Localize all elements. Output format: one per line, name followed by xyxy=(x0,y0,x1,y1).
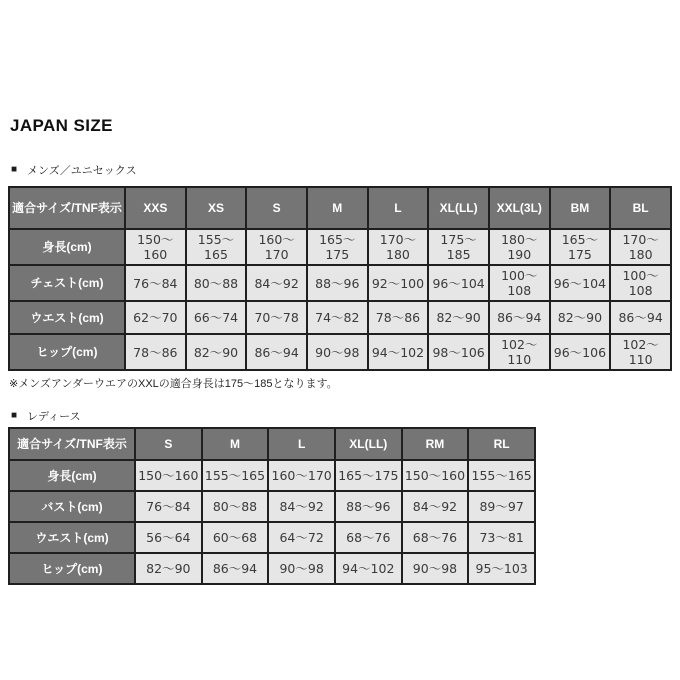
section-mens xyxy=(11,162,137,178)
size-cell: 88〜96 xyxy=(307,265,368,301)
col-header: S xyxy=(135,428,202,460)
col-header: L xyxy=(268,428,335,460)
col-header: XXL(3L) xyxy=(489,187,550,229)
ladies-size-table xyxy=(8,427,536,585)
size-cell: 84〜92 xyxy=(246,265,307,301)
size-cell: 98〜106 xyxy=(428,334,489,370)
size-cell: 62〜70 xyxy=(125,301,186,334)
corner-header: 適合サイズ/TNF表示 xyxy=(9,187,125,229)
col-header: XL(LL) xyxy=(335,428,402,460)
col-header: XS xyxy=(186,187,247,229)
size-cell: 68〜76 xyxy=(402,522,469,553)
size-cell: 74〜82 xyxy=(307,301,368,334)
size-cell: 170〜180 xyxy=(610,229,671,265)
size-cell: 155〜165 xyxy=(186,229,247,265)
size-cell: 165〜175 xyxy=(307,229,368,265)
row-label: チェスト(cm) xyxy=(9,265,125,301)
size-cell: 86〜94 xyxy=(246,334,307,370)
table-row xyxy=(9,301,671,334)
size-cell: 84〜92 xyxy=(402,491,469,522)
col-header: M xyxy=(307,187,368,229)
size-cell: 90〜98 xyxy=(268,553,335,584)
size-cell: 82〜90 xyxy=(550,301,611,334)
col-header: BL xyxy=(610,187,671,229)
size-cell: 82〜90 xyxy=(135,553,202,584)
table-row xyxy=(9,522,535,553)
col-header: M xyxy=(202,428,269,460)
size-cell: 155〜165 xyxy=(468,460,535,491)
size-cell: 90〜98 xyxy=(307,334,368,370)
header-row xyxy=(9,428,535,460)
size-cell: 84〜92 xyxy=(268,491,335,522)
size-cell: 80〜88 xyxy=(186,265,247,301)
section-ladies xyxy=(11,408,81,424)
mens-footnote: ※メンズアンダーウエアのXXLの適合身長は175〜185となります。 xyxy=(9,378,338,390)
row-label: 身長(cm) xyxy=(9,229,125,265)
col-header: S xyxy=(246,187,307,229)
page-title: JAPAN SIZE xyxy=(10,116,113,135)
size-cell: 150〜160 xyxy=(125,229,186,265)
table-row xyxy=(9,491,535,522)
col-header: RL xyxy=(468,428,535,460)
table-row xyxy=(9,334,671,370)
row-label: ヒップ(cm) xyxy=(9,553,135,584)
size-cell: 64〜72 xyxy=(268,522,335,553)
header-row xyxy=(9,187,671,229)
col-header: L xyxy=(368,187,429,229)
row-label: ウエスト(cm) xyxy=(9,301,125,334)
col-header: RM xyxy=(402,428,469,460)
table-row xyxy=(9,553,535,584)
row-label: 身長(cm) xyxy=(9,460,135,491)
square-bullet-icon: ■ xyxy=(11,410,18,421)
size-cell: 70〜78 xyxy=(246,301,307,334)
corner-header: 適合サイズ/TNF表示 xyxy=(9,428,135,460)
size-cell: 180〜190 xyxy=(489,229,550,265)
size-cell: 95〜103 xyxy=(468,553,535,584)
size-cell: 96〜104 xyxy=(550,265,611,301)
size-cell: 56〜64 xyxy=(135,522,202,553)
size-cell: 175〜185 xyxy=(428,229,489,265)
size-cell: 73〜81 xyxy=(468,522,535,553)
size-cell: 100〜108 xyxy=(489,265,550,301)
size-cell: 60〜68 xyxy=(202,522,269,553)
size-cell: 100〜108 xyxy=(610,265,671,301)
size-cell: 150〜160 xyxy=(135,460,202,491)
size-cell: 86〜94 xyxy=(489,301,550,334)
size-cell: 76〜84 xyxy=(135,491,202,522)
size-cell: 80〜88 xyxy=(202,491,269,522)
size-cell: 92〜100 xyxy=(368,265,429,301)
size-cell: 96〜106 xyxy=(550,334,611,370)
size-cell: 155〜165 xyxy=(202,460,269,491)
size-cell: 86〜94 xyxy=(202,553,269,584)
size-cell: 76〜84 xyxy=(125,265,186,301)
table-row xyxy=(9,460,535,491)
size-cell: 82〜90 xyxy=(186,334,247,370)
row-label: ウエスト(cm) xyxy=(9,522,135,553)
size-cell: 165〜175 xyxy=(335,460,402,491)
section-mens-text: メンズ／ユニセックス xyxy=(27,165,137,177)
size-cell: 150〜160 xyxy=(402,460,469,491)
row-label: ヒップ(cm) xyxy=(9,334,125,370)
table-row xyxy=(9,265,671,301)
size-cell: 165〜175 xyxy=(550,229,611,265)
size-cell: 78〜86 xyxy=(368,301,429,334)
square-bullet-icon: ■ xyxy=(11,164,18,175)
mens-size-table xyxy=(8,186,672,371)
size-cell: 94〜102 xyxy=(368,334,429,370)
size-cell: 90〜98 xyxy=(402,553,469,584)
col-header: BM xyxy=(550,187,611,229)
size-cell: 88〜96 xyxy=(335,491,402,522)
size-cell: 102〜110 xyxy=(489,334,550,370)
size-cell: 94〜102 xyxy=(335,553,402,584)
size-cell: 78〜86 xyxy=(125,334,186,370)
size-cell: 170〜180 xyxy=(368,229,429,265)
col-header: XXS xyxy=(125,187,186,229)
col-header: XL(LL) xyxy=(428,187,489,229)
section-ladies-text: レディース xyxy=(27,411,81,423)
size-cell: 102〜110 xyxy=(610,334,671,370)
size-cell: 86〜94 xyxy=(610,301,671,334)
size-cell: 160〜170 xyxy=(268,460,335,491)
size-cell: 82〜90 xyxy=(428,301,489,334)
size-cell: 89〜97 xyxy=(468,491,535,522)
row-label: バスト(cm) xyxy=(9,491,135,522)
size-cell: 96〜104 xyxy=(428,265,489,301)
size-cell: 68〜76 xyxy=(335,522,402,553)
table-row xyxy=(9,229,671,265)
size-cell: 160〜170 xyxy=(246,229,307,265)
size-cell: 66〜74 xyxy=(186,301,247,334)
